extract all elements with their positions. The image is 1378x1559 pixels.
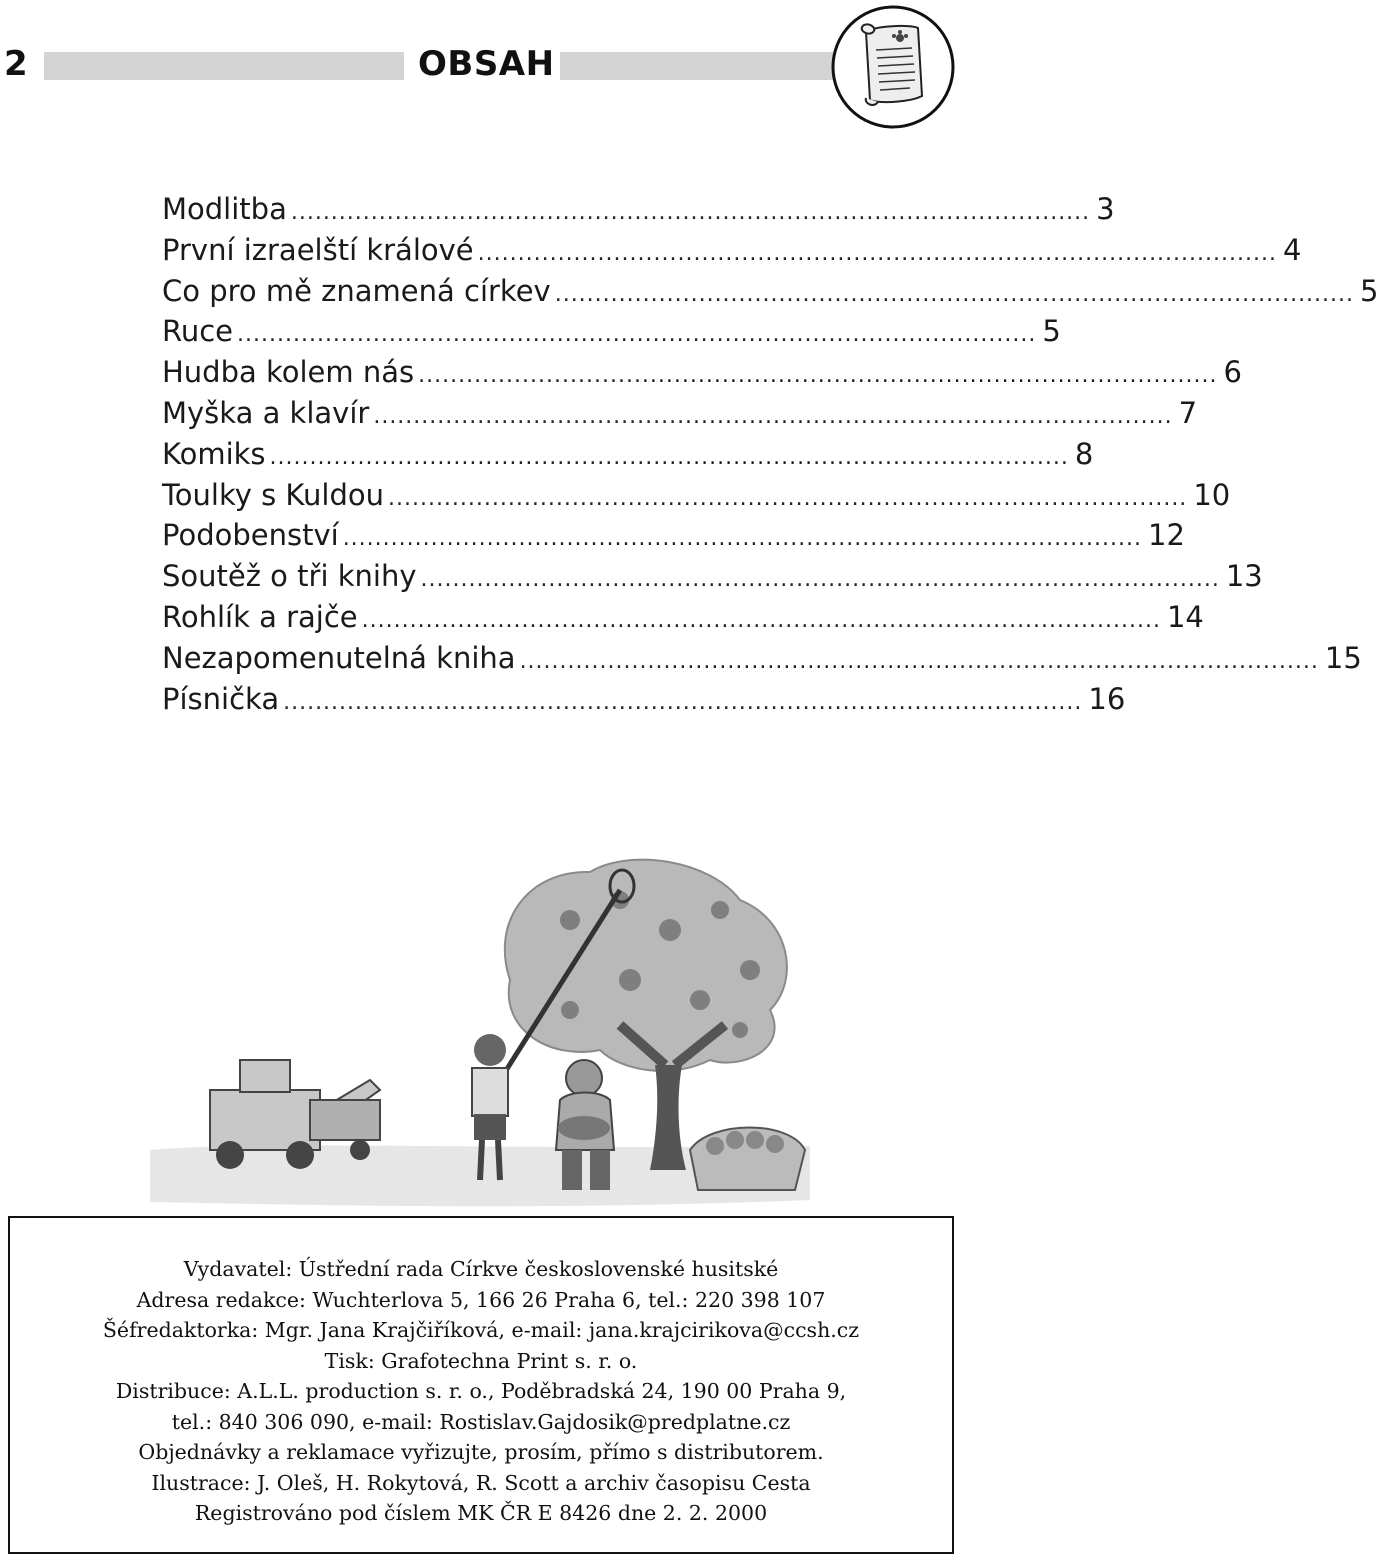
toc-leader-dots: ....................................................................................................: [420, 567, 1220, 593]
toc-leader-dots: ....................................................................................................: [477, 240, 1277, 266]
section-title: OBSAH: [418, 44, 555, 84]
imprint-printer: Tisk: Grafotechna Print s. r. o.: [324, 1348, 638, 1373]
toc-leader-dots: ....................................................................................................: [554, 281, 1355, 307]
page-number: 2: [4, 44, 28, 84]
toc-item-page: 13: [1225, 559, 1263, 594]
imprint-distribution: Distribuce: A.L.L. production s. r. o., Poděbradská 24, 190 00 Praha 9,: [115, 1379, 847, 1403]
toc-item-label: Toulky s Kuldou: [162, 477, 384, 512]
header-bar-left: [44, 52, 404, 80]
toc-item[interactable]: [162, 314, 1061, 355]
toc-item-page: 6: [1223, 355, 1242, 390]
toc-item-label: Hudba kolem nás: [162, 355, 415, 390]
toc-leader-dots: ....................................................................................................: [342, 526, 1143, 552]
toc-item-label: Ruce: [162, 314, 234, 349]
toc-item-page: 12: [1148, 518, 1185, 553]
imprint-distribution-contact: tel.: 840 306 090, e-mail: Rostislav.Gajdosik@predplatne.cz: [171, 1409, 791, 1434]
toc-item[interactable]: [162, 355, 1242, 396]
toc-item[interactable]: [162, 477, 1231, 519]
toc-leader-dots: ....................................................................................................: [519, 648, 1319, 674]
toc-item-label: První izraelští králové: [162, 232, 474, 267]
toc-item-page: 15: [1324, 640, 1362, 675]
toc-leader-dots: ....................................................................................................: [290, 200, 1091, 225]
header-bar-right: [560, 52, 835, 80]
toc-leader-dots: ....................................................................................................: [373, 403, 1173, 429]
toc-item-label: Co pro mě znamená církev: [162, 273, 551, 308]
toc-item[interactable]: [162, 232, 1302, 274]
toc-item[interactable]: [162, 273, 1378, 315]
toc-item-page: 14: [1166, 599, 1204, 634]
toc-item-page: 5: [1042, 314, 1061, 349]
toc-item[interactable]: [162, 518, 1185, 559]
toc-item[interactable]: [162, 599, 1204, 641]
toc-item[interactable]: [162, 436, 1094, 478]
toc-leader-dots: ....................................................................................................: [237, 322, 1037, 348]
imprint-registration: Registrováno pod číslem MK ČR E 8426 dne 2. 2. 2000: [194, 1501, 768, 1525]
toc-item-page: 16: [1088, 681, 1126, 716]
toc-item-label: Soutěž o tři knihy: [162, 559, 417, 594]
toc-item-page: 4: [1282, 232, 1302, 267]
imprint-orders: Objednávky a reklamace vyřizujte, prosím, přímo s distributorem.: [138, 1440, 824, 1464]
toc-item-label: Nezapomenutelná kniha: [162, 640, 516, 675]
imprint-address: Adresa redakce: Wuchterlova 5, 166 26 Praha 6, tel.: 220 398 107: [136, 1287, 826, 1312]
toc-leader-dots: ....................................................................................................: [361, 607, 1161, 633]
toc-leader-dots: ....................................................................................................: [283, 689, 1083, 715]
toc-item-page: 3: [1096, 192, 1115, 226]
toc-item-page: 7: [1178, 395, 1198, 430]
toc-item[interactable]: [162, 192, 1115, 233]
table-of-contents: [162, 192, 1378, 722]
page-header: [0, 0, 960, 140]
toc-item-label: Myška a klavír: [162, 395, 370, 430]
toc-item[interactable]: [162, 559, 1263, 600]
toc-leader-dots: ....................................................................................................: [418, 363, 1218, 389]
imprint-box: [8, 1216, 954, 1554]
toc-item-page: 5: [1360, 273, 1378, 308]
toc-item-page: 8: [1074, 436, 1094, 471]
toc-item-label: Písnička: [162, 681, 280, 716]
toc-item-label: Komiks: [162, 436, 266, 471]
toc-leader-dots: ....................................................................................................: [269, 444, 1069, 470]
toc-item[interactable]: [162, 640, 1362, 682]
toc-item-page: 10: [1193, 477, 1231, 512]
imprint-illustrations: Ilustrace: J. Oleš, H. Rokytová, R. Scott a archiv časopisu Cesta: [151, 1470, 811, 1495]
scroll-document-icon: [830, 4, 956, 130]
imprint-publisher: Vydavatel: Ústřední rada Církve československé husitské: [183, 1257, 779, 1281]
toc-item-label: Podobenství: [162, 518, 339, 553]
toc-item[interactable]: [162, 681, 1126, 723]
apple-harvest-illustration: [150, 850, 810, 1210]
toc-item-label: Rohlík a rajče: [162, 599, 358, 634]
toc-item[interactable]: [162, 395, 1198, 437]
imprint-editor: Šéfredaktorka: Mgr. Jana Krajčiříková, e-mail: jana.krajcirikova@ccsh.cz: [102, 1318, 860, 1342]
toc-item-label: Modlitba: [162, 192, 287, 226]
toc-leader-dots: ....................................................................................................: [387, 485, 1188, 511]
